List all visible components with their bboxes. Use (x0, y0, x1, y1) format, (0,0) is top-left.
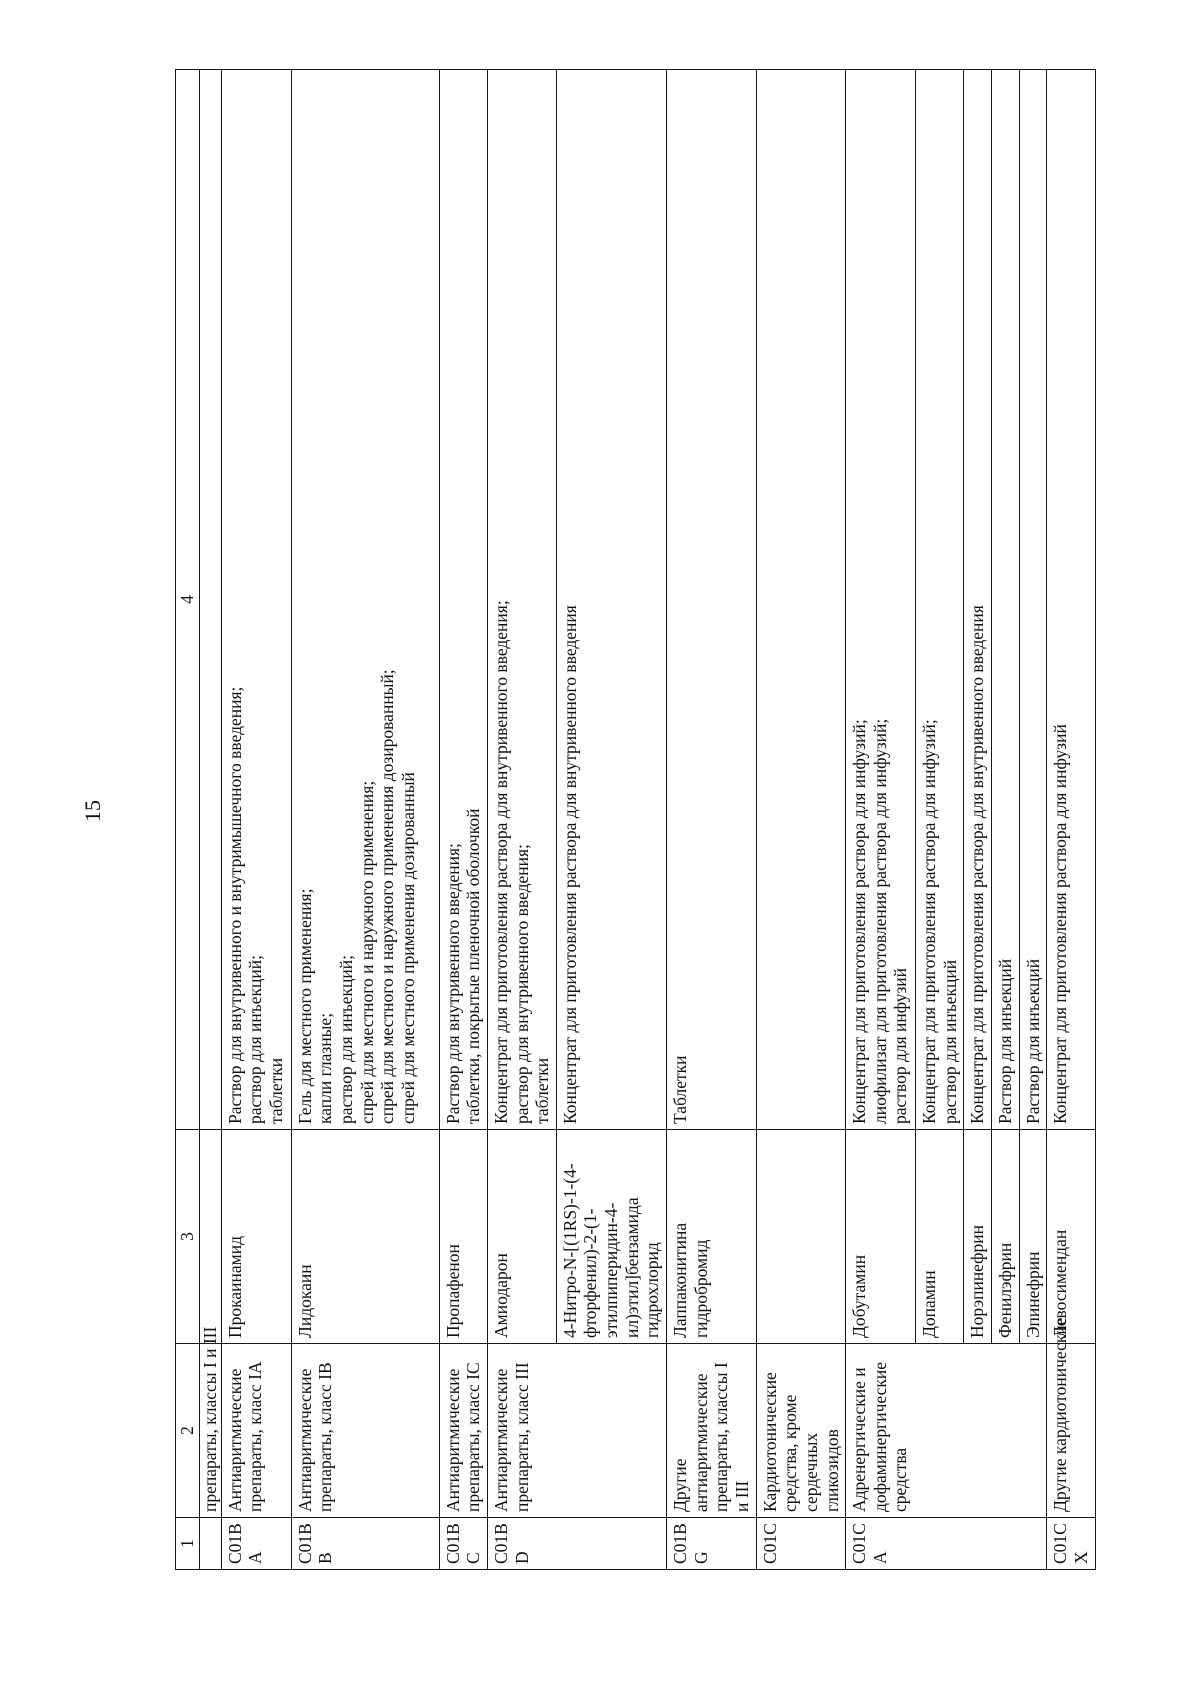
cell-code: C01BD (487, 1518, 666, 1570)
cell-code: C01CA (846, 1518, 1047, 1570)
cell-forms (846, 70, 916, 1130)
rotated-table-container (175, 70, 1092, 1570)
header-col-4: 4 (176, 70, 200, 1130)
cell-group: Антиаритмические препараты, класс IA (221, 1344, 291, 1518)
cell-drug: Лаппаконитина гидробромид (667, 1130, 757, 1344)
table-row (439, 70, 487, 1570)
cell-code: C01BA (221, 1518, 291, 1570)
form-line: спрей для местного и наружного применения; (356, 780, 377, 1124)
form-line: Концентрат для приготовления раствора для инфузий; (919, 719, 940, 1124)
cell-group: Адренергические и дофаминергические средства (846, 1344, 1047, 1518)
header-col-3: 3 (176, 1130, 200, 1344)
cell-forms (556, 70, 666, 1130)
cell-forms (667, 70, 757, 1130)
cell-code: C01C (756, 1518, 846, 1570)
form-line: Концентрат для приготовления раствора для инфузий (1050, 724, 1071, 1124)
table-row (846, 70, 916, 1570)
cell-group: Другие кардиотонические (1047, 1344, 1095, 1518)
form-line: раствор для инъекций (939, 959, 960, 1124)
drug-classification-table (175, 69, 1096, 1570)
cell-group: препараты, классы I и III (200, 1344, 222, 1518)
table-row (1047, 70, 1095, 1570)
cell-drug: Амиодарон (487, 1130, 556, 1344)
cell-drug: Фенилэфрин (992, 1130, 1020, 1344)
cell-drug: Допамин (916, 1130, 964, 1344)
cell-forms (221, 70, 291, 1130)
cell-code: C01BB (291, 1518, 439, 1570)
form-line: Концентрат для приготовления раствора для внутривенного введения (559, 605, 580, 1124)
cell-forms (1047, 70, 1095, 1130)
cell-drug: Левосимендан (1047, 1130, 1095, 1344)
form-line: Раствор для инъекций (1022, 958, 1043, 1124)
form-line: Раствор для внутривенного и внутримышечного введения; (224, 686, 245, 1124)
cell-group: Антиаритмические препараты, класс IC (439, 1344, 487, 1518)
form-line: таблетки (532, 1057, 553, 1124)
header-col-2: 2 (176, 1344, 200, 1518)
cell-forms (487, 70, 556, 1130)
form-line: раствор для внутривенного введения; (511, 844, 532, 1124)
form-line: таблетки, покрытые пленочной оболочкой (463, 808, 484, 1124)
form-line: раствор для инъекций; (335, 954, 356, 1124)
header-row (176, 70, 200, 1570)
cell-forms (756, 70, 846, 1130)
cell-code: C01BG (667, 1518, 757, 1570)
cell-drug: Лидокаин (291, 1130, 439, 1344)
form-line: раствор для инъекций; (245, 954, 266, 1124)
continuation-row (200, 70, 222, 1570)
cell-group: Антиаритмические препараты, класс III (487, 1344, 666, 1518)
cell-drug: Добутамин (846, 1130, 916, 1344)
table-row (221, 70, 291, 1570)
table-row (291, 70, 439, 1570)
form-line: лиофилизат для приготовления раствора для инфузий; (869, 718, 890, 1124)
cell-drug (756, 1130, 846, 1344)
form-line: Гель для местного применения; (294, 888, 315, 1124)
cell-group: Другие антиаритмические препараты, классы I и III (667, 1344, 757, 1518)
cell-drug: Норэпинефрин (964, 1130, 992, 1344)
cell-forms (291, 70, 439, 1130)
cell-group: Антиаритмические препараты, класс IB (291, 1344, 439, 1518)
table-row (487, 70, 556, 1570)
form-line: спрей для местного применения дозированный (397, 772, 418, 1124)
cell-code: C01BC (439, 1518, 487, 1570)
table-row (756, 70, 846, 1570)
form-line: Концентрат для приготовления раствора для внутривенного введения (967, 605, 988, 1124)
header-col-1: 1 (176, 1518, 200, 1570)
page-number: 15 (80, 800, 105, 822)
form-line: Концентрат для приготовления раствора для инфузий; (849, 719, 870, 1124)
form-line: Концентрат для приготовления раствора для внутривенного введения; (490, 600, 511, 1124)
cell-forms (916, 70, 964, 1130)
cell-drug: Эпинефрин (1019, 1130, 1047, 1344)
form-line: таблетки (265, 1057, 286, 1124)
cell-drug (200, 1130, 222, 1344)
cell-forms (992, 70, 1020, 1130)
cell-forms (200, 70, 222, 1130)
form-line: капли глазные; (315, 1012, 336, 1124)
cell-forms (439, 70, 487, 1130)
cell-code: C01CX (1047, 1518, 1095, 1570)
table-row (667, 70, 757, 1570)
form-line: спрей для местного и наружного применения дозированный; (377, 669, 398, 1124)
form-line: Таблетки (670, 1055, 691, 1124)
cell-code (200, 1518, 222, 1570)
form-line: Раствор для инъекций (995, 958, 1016, 1124)
cell-forms (964, 70, 992, 1130)
cell-drug: 4-Нитро-N-[(1RS)-1-(4-фторфенил)-2-(1-этилпиперидин-4-ил)этил]бензамида гидрохлорид (556, 1130, 666, 1344)
form-line: Раствор для внутривенного введения; (442, 843, 463, 1124)
cell-forms (1019, 70, 1047, 1130)
form-line: раствор для инфузий (890, 967, 911, 1124)
cell-drug: Пропафенон (439, 1130, 487, 1344)
cell-group: Кардиотонические средства, кроме сердечных гликозидов (756, 1344, 846, 1518)
cell-drug: Прокаинамид (221, 1130, 291, 1344)
